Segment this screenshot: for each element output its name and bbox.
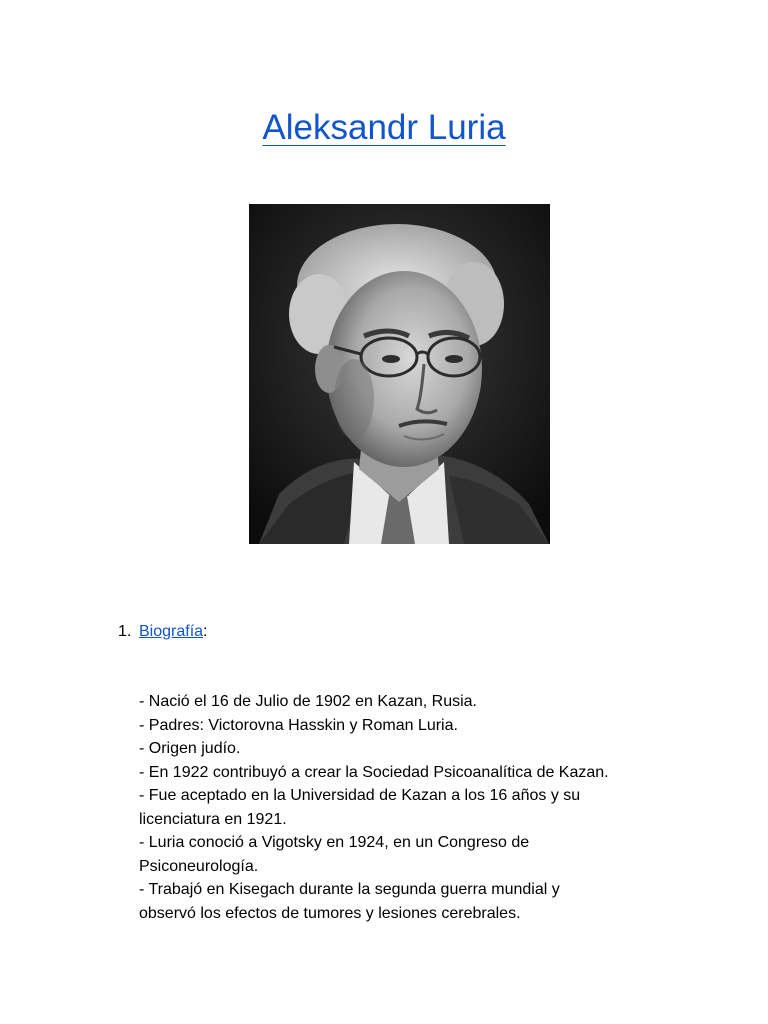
bio-line: - Padres: Victorovna Hasskin y Roman Luria. bbox=[139, 716, 458, 734]
bio-line: - Fue aceptado en la Universidad de Kazan a los 16 años y su bbox=[139, 787, 581, 804]
page-title bbox=[0, 106, 768, 150]
biography-text bbox=[139, 690, 699, 925]
portrait-photo bbox=[249, 204, 550, 544]
biografia-link[interactable]: Biografía bbox=[139, 623, 204, 640]
bio-line: Psiconeurología. bbox=[139, 857, 259, 875]
portrait-illustration bbox=[249, 204, 550, 544]
bio-line: - En 1922 contribuyó a crear la Sociedad Psicoanalítica de Kazan. bbox=[139, 763, 609, 781]
list-number: 1. bbox=[118, 623, 132, 640]
bio-line: - Trabajó en Kisegach durante la segunda guerra mundial y bbox=[139, 881, 560, 898]
bio-line: - Origen judío. bbox=[139, 740, 241, 757]
title-link[interactable]: Aleksandr Luria bbox=[262, 108, 506, 147]
bio-line: licenciatura en 1921. bbox=[139, 810, 287, 828]
heading-colon: : bbox=[203, 623, 208, 640]
section-list bbox=[118, 621, 208, 643]
bio-line: - Nació el 16 de Julio de 1902 en Kazan, Rusia. bbox=[139, 693, 477, 710]
bio-line: - Luria conoció a Vigotsky en 1924, en un Congreso de bbox=[139, 834, 530, 851]
bio-line: observó los efectos de tumores y lesiones cerebrales. bbox=[139, 904, 521, 922]
